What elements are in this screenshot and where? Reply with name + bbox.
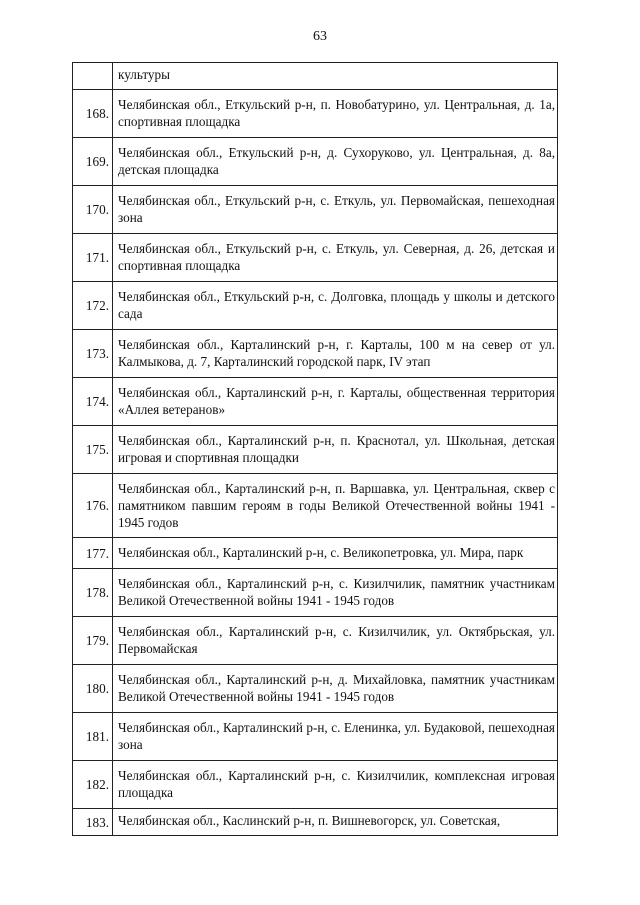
table-row	[73, 90, 558, 138]
table-row	[73, 809, 558, 836]
row-address: Челябинская обл., Карталинский р-н, с. Кизилчилик, ул. Октябрьская, ул. Первомайская	[113, 617, 558, 665]
objects-table	[72, 62, 558, 836]
table-row	[73, 138, 558, 186]
table-row	[73, 617, 558, 665]
row-number: 180.	[73, 665, 113, 713]
row-number: 183.	[73, 809, 113, 836]
row-address: Челябинская обл., Карталинский р-н, с. Кизилчилик, комплексная игровая площадка	[113, 761, 558, 809]
table-row	[73, 426, 558, 474]
row-number: 170.	[73, 186, 113, 234]
row-number: 173.	[73, 330, 113, 378]
table-row	[73, 665, 558, 713]
row-number: 177.	[73, 538, 113, 569]
row-number	[73, 63, 113, 90]
table-row	[73, 761, 558, 809]
row-address: Челябинская обл., Каслинский р-н, п. Вишневогорск, ул. Советская,	[113, 809, 558, 836]
row-number: 172.	[73, 282, 113, 330]
row-address: Челябинская обл., Карталинский р-н, с. Великопетровка, ул. Мира, парк	[113, 538, 558, 569]
row-number: 168.	[73, 90, 113, 138]
row-address: культуры	[113, 63, 558, 90]
table-row	[73, 378, 558, 426]
row-number: 176.	[73, 474, 113, 538]
row-address: Челябинская обл., Карталинский р-н, г. Карталы, общественная территория «Аллея ветеранов»	[113, 378, 558, 426]
row-number: 179.	[73, 617, 113, 665]
row-address: Челябинская обл., Еткульский р-н, с. Еткуль, ул. Северная, д. 26, детская и спортивная площадка	[113, 234, 558, 282]
row-number: 182.	[73, 761, 113, 809]
row-number: 178.	[73, 569, 113, 617]
row-address: Челябинская обл., Карталинский р-н, г. Карталы, 100 м на север от ул. Калмыкова, д. 7, Карталинский городской парк, IV этап	[113, 330, 558, 378]
row-address: Челябинская обл., Еткульский р-н, п. Новобатурино, ул. Центральная, д. 1а, спортивная площадка	[113, 90, 558, 138]
row-number: 175.	[73, 426, 113, 474]
table-row	[73, 330, 558, 378]
row-address: Челябинская обл., Еткульский р-н, с. Долговка, площадь у школы и детского сада	[113, 282, 558, 330]
page-number: 63	[313, 29, 327, 44]
table-row	[73, 282, 558, 330]
table-row	[73, 186, 558, 234]
table-row	[73, 63, 558, 90]
table-row	[73, 713, 558, 761]
row-address: Челябинская обл., Еткульский р-н, д. Сухоруково, ул. Центральная, д. 8а, детская площадка	[113, 138, 558, 186]
row-address: Челябинская обл., Карталинский р-н, с. Кизилчилик, памятник участникам Великой Отечественной войны 1941 - 1945 годов	[113, 569, 558, 617]
row-address: Челябинская обл., Еткульский р-н, с. Еткуль, ул. Первомайская, пешеходная зона	[113, 186, 558, 234]
table-row	[73, 474, 558, 538]
row-address: Челябинская обл., Карталинский р-н, п. Краснотал, ул. Школьная, детская игровая и спортивная площадки	[113, 426, 558, 474]
table-row	[73, 538, 558, 569]
row-number: 174.	[73, 378, 113, 426]
row-number: 181.	[73, 713, 113, 761]
row-address: Челябинская обл., Карталинский р-н, д. Михайловка, памятник участникам Великой Отечественной войны 1941 - 1945 годов	[113, 665, 558, 713]
row-number: 169.	[73, 138, 113, 186]
table-row	[73, 569, 558, 617]
row-address: Челябинская обл., Карталинский р-н, п. Варшавка, ул. Центральная, сквер с памятником павшим героям в годы Великой Отечественной войны 1941 - 1945 годов	[113, 474, 558, 538]
table-row	[73, 234, 558, 282]
row-number: 171.	[73, 234, 113, 282]
row-address: Челябинская обл., Карталинский р-н, с. Еленинка, ул. Будаковой, пешеходная зона	[113, 713, 558, 761]
